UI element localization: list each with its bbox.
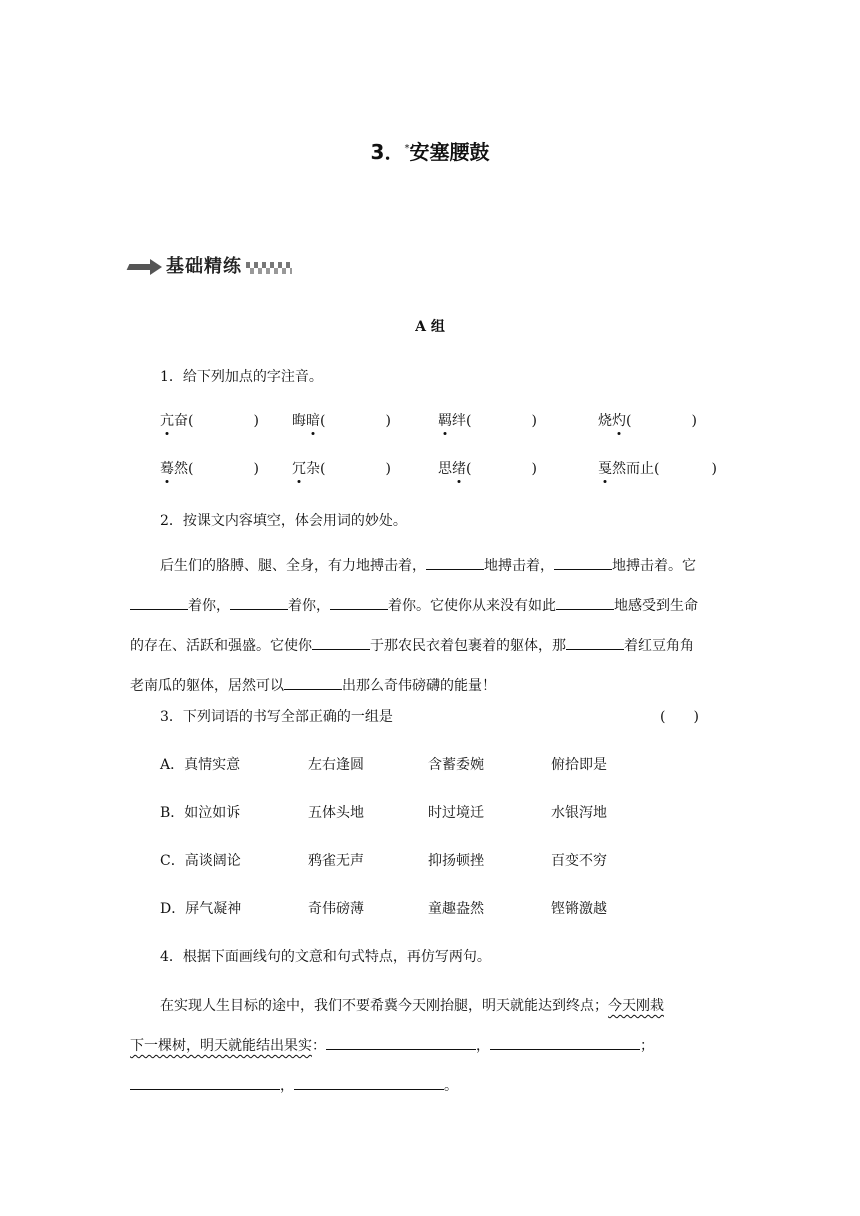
blank[interactable] [556,595,614,610]
q3-option-word: 左右逢圆 [308,757,364,773]
q1-item: 戛然而止( ) [598,458,717,478]
wavy-underlined-text: 今天刚栽 [608,998,664,1014]
q3-option-word: 五体头地 [308,805,364,821]
lesson-title [0,136,860,165]
lesson-title-text: 安塞腰鼓 [409,140,490,164]
blank[interactable] [230,595,288,610]
blank[interactable] [130,595,188,610]
q3-option-word: 含蓄委婉 [428,757,484,773]
q3-option-word: 奇伟磅薄 [308,901,364,917]
lesson-marker: * [404,143,410,154]
banner-arrow-icon [150,259,162,275]
q3-option-word: 水银泻地 [551,805,607,821]
blank[interactable] [312,635,370,650]
q2-prompt: 2．按课文内容填空，体会用词的妙处。 [160,513,407,529]
section-label: 基础精练 [166,256,242,277]
q3-option-word: 鸦雀无声 [308,853,364,869]
q1-item: 思绪( ) [438,458,537,478]
answer-blank[interactable] [326,1035,476,1050]
q1-prompt: 1．给下列加点的字注音。 [160,369,323,385]
q3-option-word: 抑扬顿挫 [428,853,484,869]
banner-dots [246,262,292,274]
blank[interactable] [284,675,342,690]
blank[interactable] [330,595,388,610]
q3-option-a: A．真情实意 [160,757,241,773]
q1-item: 烧灼( ) [598,410,697,430]
group-heading: A 组 [415,319,445,335]
q3-answer-paren[interactable]: ( ) [660,709,699,725]
q3-option-word: 时过境迁 [428,805,484,821]
blank[interactable] [426,555,484,570]
wavy-underlined-text: 下一棵树，明天就能结出果实 [130,1038,312,1054]
answer-blank[interactable] [490,1035,640,1050]
q1-item: 冗杂( ) [292,458,391,478]
blank[interactable] [566,635,624,650]
section-banner [128,250,298,278]
q1-item: 羁绊( ) [438,410,537,430]
q3-option-word: 铿锵激越 [551,901,607,917]
q4-prompt: 4．根据下面画线句的文意和句式特点，再仿写两句。 [160,949,491,965]
q3-option-d: D．屏气凝神 [160,901,242,917]
q1-item: 蓦然( ) [160,458,259,478]
q4-passage: 在实现人生目标的途中，我们不要希冀今天刚抬腿，明天就能达到终点；今天刚栽 下一棵树，明天就能结出果实： ， ； ， 。 [130,998,664,1094]
q3-prompt: 3．下列词语的书写全部正确的一组是 [160,709,393,725]
blank[interactable] [554,555,612,570]
q1-item: 亢奋( ) [160,410,259,430]
q3-option-b: B．如泣如诉 [160,805,241,821]
answer-blank[interactable] [130,1075,280,1090]
q3-option-word: 百变不穷 [551,853,607,869]
q3-option-word: 俯拾即是 [551,757,607,773]
q3-option-c: C．高谈阔论 [160,853,241,869]
lesson-number: 3． [370,140,405,164]
q1-item: 晦暗( ) [292,410,391,430]
answer-blank[interactable] [294,1075,444,1090]
q2-passage: 后生们的胳膊、腿、全身，有力地搏击着， 地搏击着， 地搏击着。它 着你， 着你， 着你。它使你从来没有如此 地感受到生命 的存在、活跃和强盛。它使你 于那农民衣着包裹着的躯体，那 着红豆角角 老南瓜的躯体，居然可以 出那么奇伟磅礴的能量！ [130,546,730,706]
q3-option-word: 童趣盎然 [428,901,484,917]
